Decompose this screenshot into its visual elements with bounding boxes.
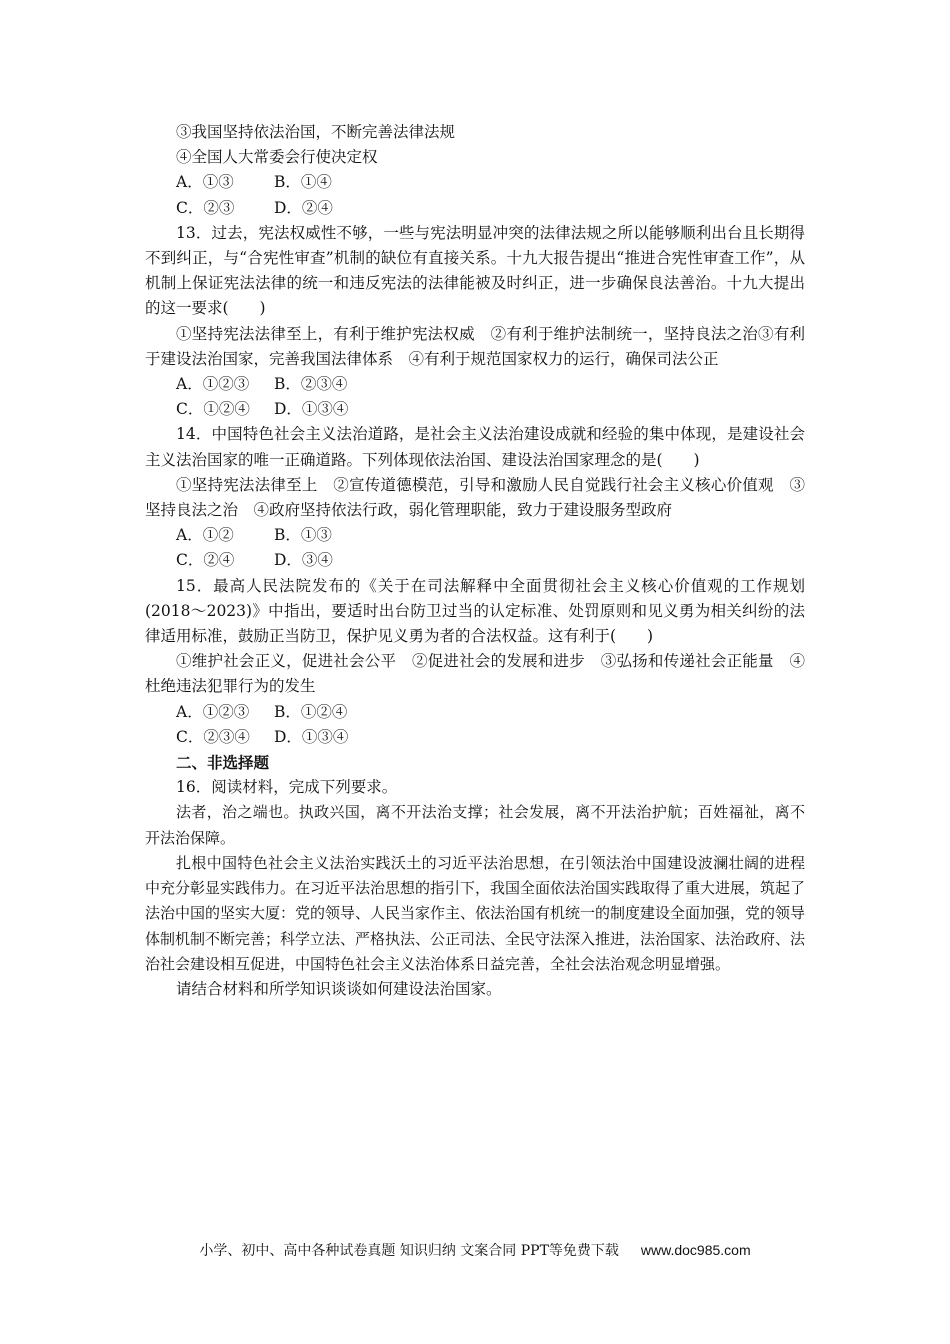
q12-option-b: B．①④ <box>274 173 332 192</box>
q14-stem: 14．中国特色社会主义法治道路，是社会主义法治建设成就和经验的集中体现，是建设社会主义法治国家的唯一正确道路。下列体现依法治国、建设法治国家理念的是( ) <box>145 425 805 469</box>
q15-option-a: A．①②③ <box>176 702 250 721</box>
q15-option-b: B．①②④ <box>274 702 348 721</box>
q12-option-c: C．②③ <box>176 198 235 217</box>
q14-options-ab <box>145 523 805 548</box>
q15-stem: 15．最高人民法院发布的《关于在司法解释中全面贯彻社会主义核心价值观的工作规划(2018～2023)》中指出，要适时出台防卫过当的认定标准、处罚原则和见义勇为相关纠纷的法律适用标准，鼓励正当防卫，保护见义勇为者的合法权益。这有利于( ) <box>145 576 805 646</box>
section-heading: 二、非选择题 <box>176 753 270 773</box>
q15-options-cd <box>145 725 805 750</box>
q14-option-a: A．①② <box>176 526 234 545</box>
q15-option-d: D．①③④ <box>274 727 349 746</box>
q15-option-c: C．②③④ <box>176 727 250 746</box>
q14-options-cd <box>145 548 805 573</box>
q16-material-paragraph-1: 法者，治之端也。执政兴国，离不开法治支撑；社会发展，离不开法治护航；百姓福祉，离不开法治保障。 <box>145 803 805 847</box>
q13-stem: 13．过去，宪法权威性不够，一些与宪法明显冲突的法律法规之所以能够顺利出台且长期得不到纠正，与“合宪性审查”机制的缺位有直接关系。十九大报告提出“推进合宪性审查工作”，从机制上保证宪法法律的统一和违反宪法的法律能被及时纠正，进一步确保良法善治。十九大提出的这一要求( ) <box>145 223 805 318</box>
q12-statement-4: ④全国人大常委会行使决定权 <box>176 148 378 167</box>
q12-option-a: A．①③ <box>176 173 234 192</box>
q13-statements: ①坚持宪法法律至上，有利于维护宪法权威 ②有利于维护法制统一，坚持良法之治③有利于建设法治国家，完善我国法律体系 ④有利于规范国家权力的运行，确保司法公正 <box>145 324 805 368</box>
q13-option-c: C．①②④ <box>176 400 250 419</box>
footer-url[interactable]: www.doc985.com <box>640 1242 751 1258</box>
q14-option-c: C．②④ <box>176 551 235 570</box>
q12-statement-3: ③我国坚持依法治国，不断完善法律法规 <box>176 123 456 141</box>
q13-option-a: A．①②③ <box>176 375 250 394</box>
q14-statements: ①坚持宪法法律至上 ②宣传道德模范，引导和激励人民自觉践行社会主义核心价值观 ③坚持良法之治 ④政府坚持依法行政，弱化管理职能，致力于建设服务型政府 <box>145 475 805 520</box>
q16-question: 请结合材料和所学知识谈谈如何建设法治国家。 <box>176 979 502 998</box>
q16-material-paragraph-2: 扎根中国特色社会主义法治实践沃土的习近平法治思想，在引领法治中国建设波澜壮阔的进程中充分彰显实践伟力。在习近平法治思想的指引下，我国全面依法治国实践取得了重大进展，筑起了法治中国的坚实大厦：党的领导、人民当家作主、依法治国有机统一的制度建设全面加强，党的领导体制机制不断完善；科学立法、严格执法、公正司法、全民守法深入推进，法治国家、法治政府、法治社会建设相互促进，中国特色社会主义法治体系日益完善，全社会法治观念明显增强。 <box>145 853 806 973</box>
q16-stem: 16．阅读材料，完成下列要求。 <box>176 778 398 797</box>
exam-page <box>145 120 805 1002</box>
q13-options-ab <box>145 372 805 397</box>
q13-option-d: D．①③④ <box>274 400 349 419</box>
q14-option-b: B．①③ <box>274 526 332 545</box>
q12-options-cd <box>145 196 805 221</box>
q13-options-cd <box>145 397 805 422</box>
q12-option-d: D．②④ <box>274 198 333 217</box>
q15-options-ab <box>145 700 805 725</box>
page-footer <box>0 1240 950 1260</box>
q12-options-ab <box>145 170 805 195</box>
q14-option-d: D．③④ <box>274 551 333 570</box>
q13-option-b: B．②③④ <box>274 375 348 394</box>
q15-statements: ①维护社会正义，促进社会公平 ②促进社会的发展和进步 ③弘扬和传递社会正能量 ④杜绝违法犯罪行为的发生 <box>145 652 805 696</box>
footer-text: 小学、初中、高中各种试卷真题 知识归纳 文案合同 PPT等免费下载 <box>199 1243 619 1259</box>
